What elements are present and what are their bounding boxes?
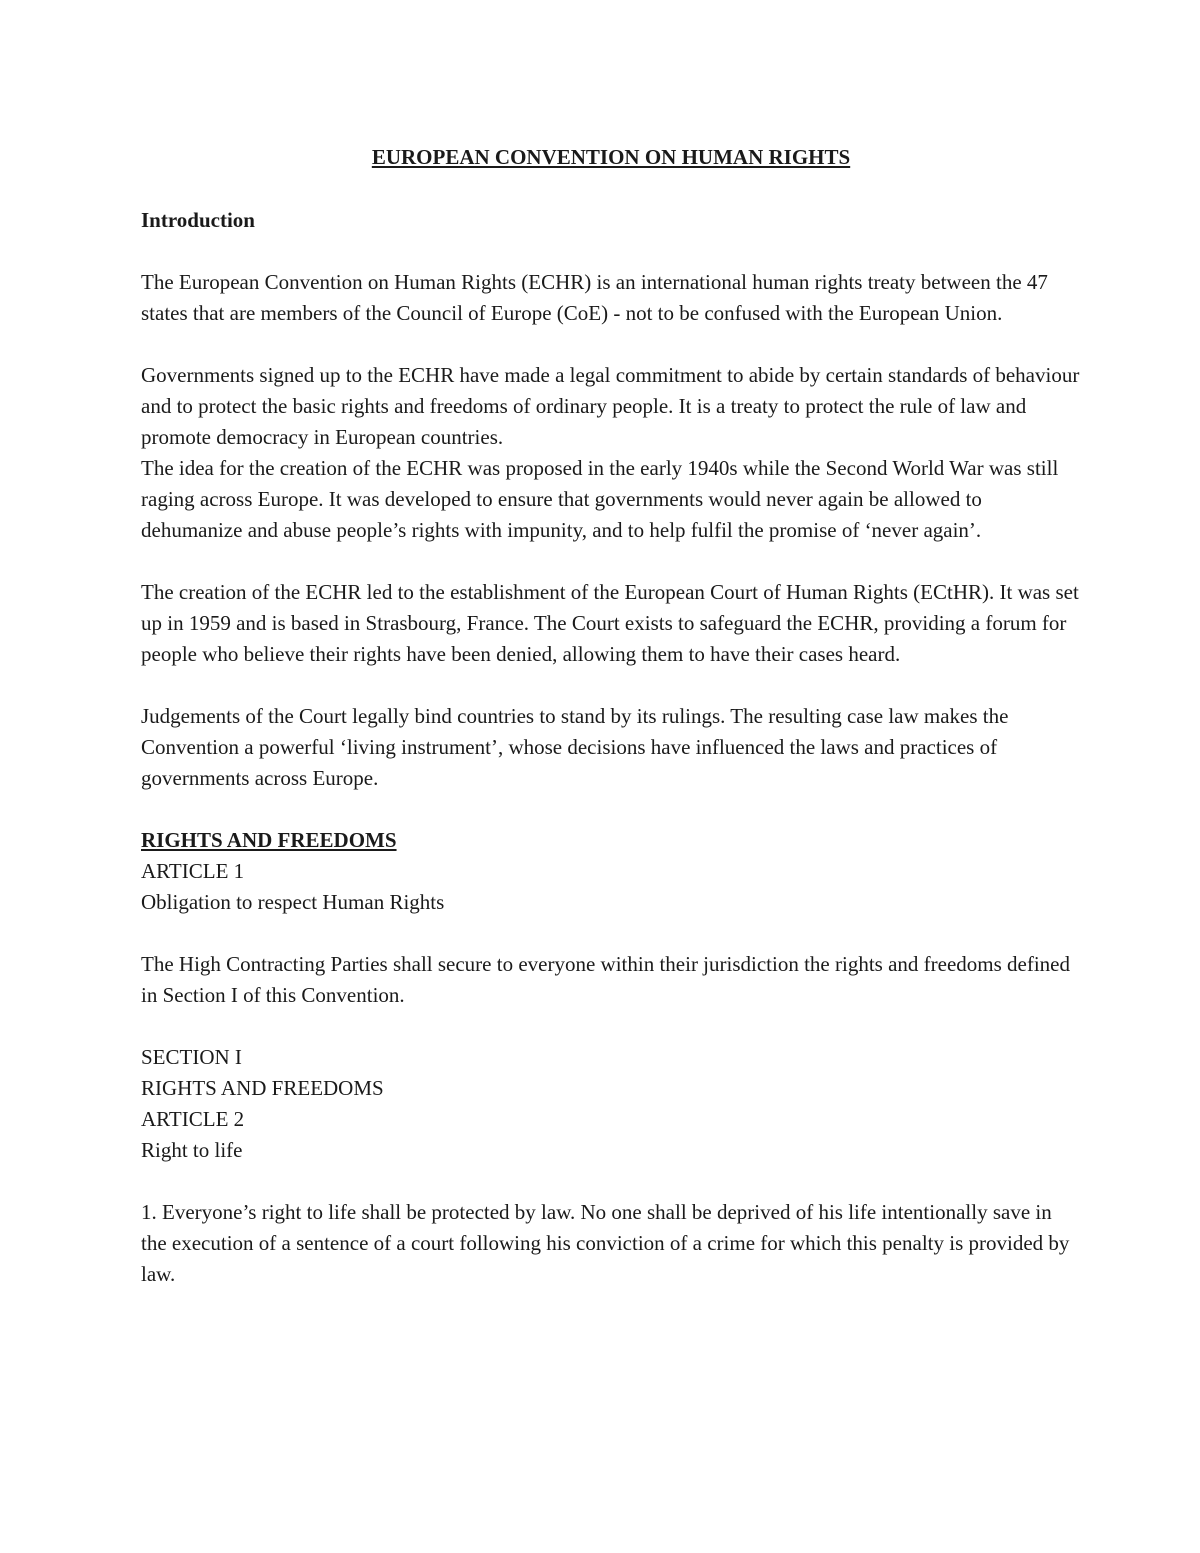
rights-freedoms-heading: RIGHTS AND FREEDOMS — [141, 828, 397, 852]
article-1-label: ARTICLE 1 — [141, 859, 245, 883]
intro-paragraph-4: The creation of the ECHR led to the establishment of the European Court of Human Rights (ECtHR). It was set up in 1959 and is based in Strasbourg, France. The Court exists to safeguard the ECHR, providing a forum for people who believe their rights have been denied, allowing them to have their cases heard. — [141, 580, 1079, 666]
introduction-heading: Introduction — [141, 208, 255, 232]
section-1-label: SECTION I — [141, 1045, 242, 1069]
article-1-title: Obligation to respect Human Rights — [141, 890, 445, 914]
article-1-text: The High Contracting Parties shall secure to everyone within their jurisdiction the rights and freedoms defined in Section I of this Convention. — [141, 952, 1071, 1007]
section-1-title: RIGHTS AND FREEDOMS — [141, 1076, 384, 1100]
section-1-block — [141, 1042, 1081, 1166]
article-2-text: 1. Everyone’s right to life shall be protected by law. No one shall be deprived of his life intentionally save in the execution of a sentence of a court following his conviction of a crime for which this penalty is provided by law. — [141, 1200, 1070, 1286]
article-2-title: Right to life — [141, 1138, 243, 1162]
intro-paragraph-3: The idea for the creation of the ECHR was proposed in the early 1940s while the Second World War was still raging across Europe. It was developed to ensure that governments would never again be allowed to dehumanize and abuse people’s rights with impunity, and to help fulfil the promise of ‘never again’. — [141, 456, 1059, 542]
intro-paragraph-5: Judgements of the Court legally bind countries to stand by its rulings. The resulting case law makes the Convention a powerful ‘living instrument’, whose decisions have influenced the laws and practices of governments across Europe. — [141, 704, 1009, 790]
document-title: EUROPEAN CONVENTION ON HUMAN RIGHTS — [371, 145, 851, 169]
article-1-block — [141, 825, 1081, 918]
intro-paragraph-2: Governments signed up to the ECHR have made a legal commitment to abide by certain standards of behaviour and to protect the basic rights and freedoms of ordinary people. It is a treaty to protect the rule of law and promote democracy in European countries. — [141, 363, 1080, 449]
article-2-label: ARTICLE 2 — [141, 1107, 245, 1131]
document-page — [141, 140, 1081, 1321]
intro-paragraph-1: The European Convention on Human Rights (ECHR) is an international human rights treaty between the 47 states that are members of the Council of Europe (CoE) - not to be confused with the European Union. — [141, 270, 1048, 325]
